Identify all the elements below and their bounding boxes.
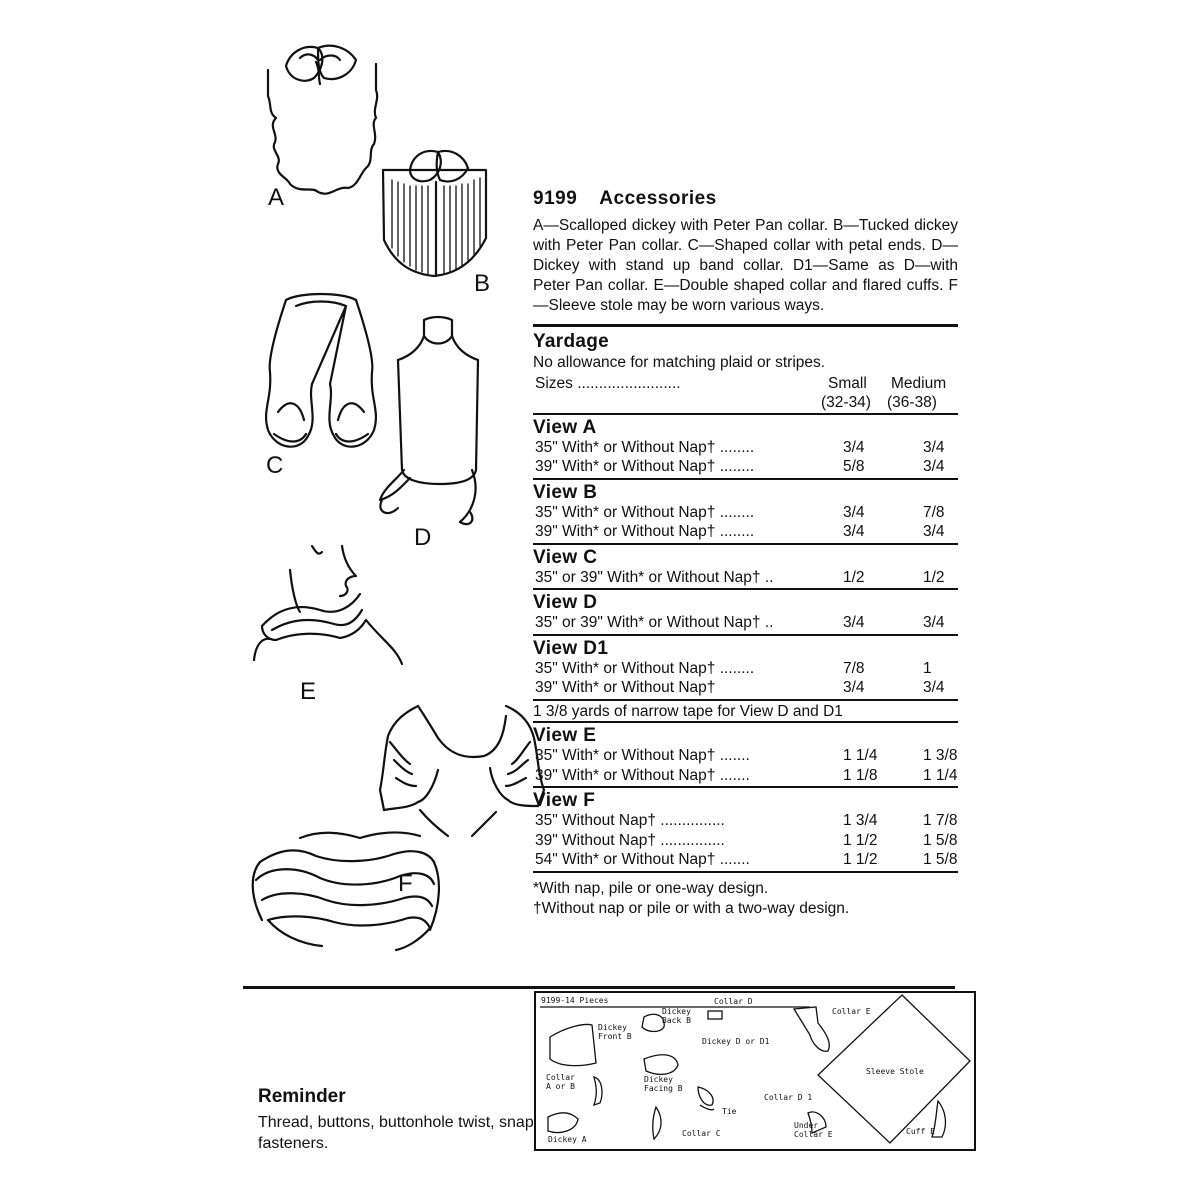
- yardage-view-block: [533, 790, 958, 873]
- small-yardage: 1/2: [843, 568, 865, 586]
- view-title: View F: [533, 790, 596, 811]
- sizes-label: Sizes ........................: [535, 374, 681, 392]
- piece-dickey-front-b: Dickey Front B: [598, 1023, 632, 1041]
- yardage-heading: Yardage: [533, 331, 610, 352]
- piece-under-collar-e: Under Collar E: [794, 1121, 833, 1139]
- fabric-width-label: 35" With* or Without Nap† ........: [535, 438, 755, 456]
- piece-dickey-facing-b: Dickey Facing B: [644, 1075, 683, 1093]
- allowance-note: No allowance for matching plaid or stripes.: [533, 354, 826, 371]
- fabric-width-label: 35" or 39" With* or Without Nap† ..: [535, 568, 774, 586]
- divider: [533, 413, 958, 415]
- yardage-row: [533, 439, 958, 459]
- sizes-header: [533, 373, 958, 413]
- piece-dickey-a: Dickey A: [548, 1135, 587, 1144]
- view-title: View D1: [533, 637, 609, 659]
- medium-yardage: 1 3/8: [923, 747, 958, 764]
- divider: [533, 478, 958, 480]
- yardage-row: [533, 569, 958, 589]
- view-title: View A: [533, 416, 597, 438]
- small-yardage: 3/4: [843, 438, 865, 456]
- yardage-view-block: [533, 638, 958, 724]
- fabric-width-label: 35" With* or Without Nap† ........: [535, 503, 755, 521]
- nap-note: *With nap, pile or one-way design.: [533, 879, 769, 897]
- view-b-letter: B: [474, 270, 491, 297]
- small-yardage: 1 1/2: [843, 831, 878, 849]
- fabric-width-label: 39" With* or Without Nap† ........: [535, 458, 755, 475]
- yardage-row: [533, 523, 958, 543]
- fabric-width-label: 39" With* or Without Nap† .......: [535, 766, 750, 784]
- piece-collar-d: Collar D: [714, 997, 753, 1006]
- piece-collar-e: Collar E: [832, 1007, 871, 1016]
- view-a-letter: A: [268, 184, 285, 211]
- tape-note: 1 3/8 yards of narrow tape for View D and D1: [533, 702, 843, 720]
- small-yardage: 3/4: [843, 614, 865, 631]
- medium-yardage: 1: [923, 659, 932, 677]
- divider: [533, 721, 958, 723]
- divider: [533, 588, 958, 590]
- view-f-drawing: [253, 706, 544, 950]
- medium-yardage: 1 5/8: [923, 831, 958, 849]
- small-yardage: 1 3/4: [843, 812, 878, 829]
- yardage-row: [533, 458, 958, 478]
- piece-collar-c: Collar C: [682, 1129, 721, 1138]
- size-medium-range: (36-38): [887, 393, 937, 411]
- piece-dickey-back-b: Dickey Back B: [662, 1007, 691, 1025]
- small-yardage: 3/4: [843, 503, 865, 521]
- yardage-row: [533, 660, 958, 680]
- size-medium-label: Medium: [891, 374, 947, 392]
- medium-yardage: 1 5/8: [923, 851, 958, 868]
- fabric-width-label: 39" With* or Without Nap†: [535, 679, 716, 696]
- fabric-width-label: 35" or 39" With* or Without Nap† ..: [535, 614, 774, 631]
- view-e-letter: E: [300, 678, 317, 705]
- pattern-number: 9199: [533, 188, 578, 209]
- yardage-view-block: [533, 592, 958, 636]
- piece-cuff-e: Cuff E: [906, 1127, 935, 1136]
- piece-collar-a-or-b: Collar A or B: [546, 1073, 575, 1091]
- small-yardage: 5/8: [843, 458, 865, 475]
- yardage-views: [533, 417, 958, 873]
- view-title: View B: [533, 481, 598, 503]
- divider: [533, 786, 958, 788]
- reminder-section: [258, 1086, 538, 1154]
- piece-tie: Tie: [722, 1107, 737, 1116]
- fabric-width-label: 35" Without Nap† ...............: [535, 812, 725, 829]
- layout-heading: 9199-14 Pieces: [541, 996, 609, 1005]
- view-e-drawing: [254, 546, 402, 664]
- yardage-row: [533, 504, 958, 524]
- yardage-view-block: [533, 482, 958, 545]
- size-small-label: Small: [828, 374, 867, 392]
- yardage-row: [533, 767, 958, 787]
- yardage-view-block: [533, 417, 958, 480]
- reminder-text: Thread, buttons, buttonhole twist, snap fasteners.: [258, 1114, 534, 1152]
- yardage-view-block: [533, 725, 958, 788]
- view-a-drawing: [268, 46, 377, 194]
- pattern-category: Accessories: [599, 188, 717, 209]
- small-yardage: 3/4: [843, 523, 865, 540]
- medium-yardage: 3/4: [923, 458, 945, 475]
- divider: [533, 634, 958, 636]
- view-d-letter: D: [414, 524, 432, 551]
- fabric-width-label: 39" With* or Without Nap† ........: [535, 523, 755, 540]
- yardage-row: [533, 679, 958, 699]
- yardage-row: [533, 851, 958, 871]
- fabric-width-label: 54" With* or Without Nap† .......: [535, 851, 750, 868]
- divider: [533, 324, 958, 327]
- small-yardage: 3/4: [843, 679, 865, 696]
- fabric-width-label: 39" Without Nap† ...............: [535, 831, 725, 849]
- small-yardage: 1 1/4: [843, 747, 878, 764]
- yardage-view-block: [533, 547, 958, 591]
- pattern-title: [533, 188, 958, 210]
- view-c-drawing: [266, 294, 376, 447]
- small-yardage: 1 1/8: [843, 766, 878, 784]
- piece-collar-d1: Collar D 1: [764, 1093, 813, 1102]
- divider: [533, 699, 958, 701]
- medium-yardage: 7/8: [923, 503, 945, 521]
- medium-yardage: 3/4: [923, 614, 945, 631]
- medium-yardage: 1 7/8: [923, 812, 958, 829]
- piece-sleeve-stole: Sleeve Stole: [866, 1067, 924, 1076]
- yardage-row: [533, 812, 958, 832]
- yardage-row: [533, 832, 958, 852]
- pattern-piece-layout: [534, 991, 976, 1151]
- view-b-drawing: [383, 151, 486, 276]
- medium-yardage: 3/4: [923, 523, 945, 540]
- yardage-row: [533, 747, 958, 767]
- medium-yardage: 1/2: [923, 568, 945, 586]
- view-c-letter: C: [266, 452, 284, 479]
- info-column: [533, 188, 958, 919]
- small-yardage: 7/8: [843, 659, 865, 677]
- piece-dickey-d-or-d1: Dickey D or D1: [702, 1037, 770, 1046]
- without-nap-note: †Without nap or pile or with a two-way design.: [533, 899, 850, 917]
- medium-yardage: 1 1/4: [923, 766, 958, 784]
- view-f-letter: F: [398, 870, 413, 897]
- pattern-description: A—Scalloped dickey with Peter Pan collar. B—Tucked dickey with Peter Pan collar. C—Shaped collar with petal ends. D—Dickey with stand up band collar. D1—Same as D—with Peter Pan collar. E—Double shaped collar and flared cuffs. F—Sleeve stole may be worn various ways.: [533, 217, 958, 314]
- medium-yardage: 3/4: [923, 679, 945, 696]
- fabric-width-label: 35" With* or Without Nap† .......: [535, 747, 750, 764]
- yardage-row: [533, 614, 958, 634]
- bottom-divider: [243, 986, 955, 989]
- size-small-range: (32-34): [821, 393, 871, 411]
- view-title: View C: [533, 546, 598, 568]
- view-title: View E: [533, 725, 597, 746]
- small-yardage: 1 1/2: [843, 851, 878, 868]
- reminder-title: Reminder: [258, 1086, 346, 1107]
- view-title: View D: [533, 592, 598, 613]
- divider: [533, 543, 958, 545]
- fabric-width-label: 35" With* or Without Nap† ........: [535, 659, 755, 677]
- medium-yardage: 3/4: [923, 438, 945, 456]
- view-d-drawing: [380, 317, 478, 524]
